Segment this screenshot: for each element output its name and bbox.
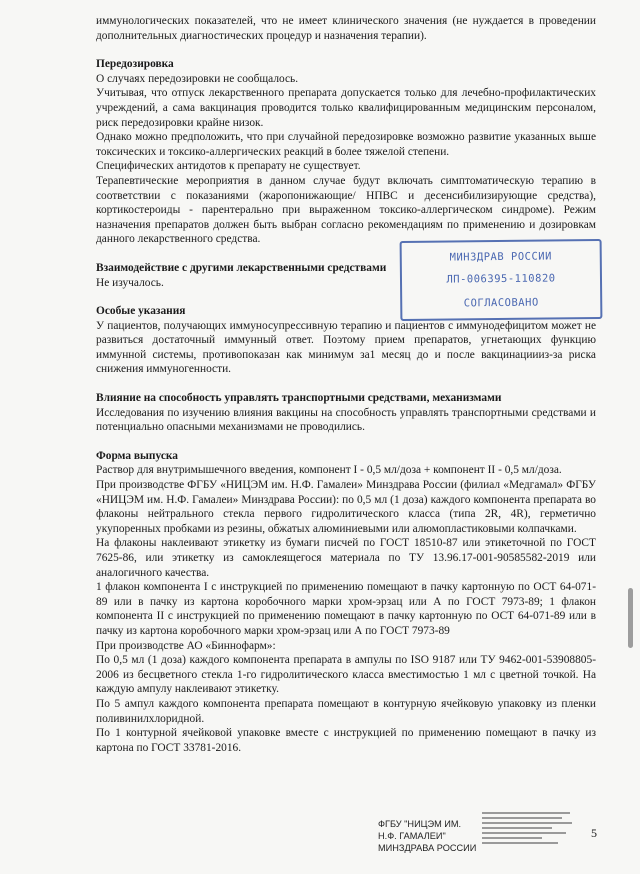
paragraph: При производстве АО «Биннофарм»: bbox=[96, 639, 276, 652]
section-heading-release-form: Форма выпуска bbox=[96, 449, 178, 462]
signature-block bbox=[482, 812, 574, 864]
paragraph: Не изучалось. bbox=[96, 276, 164, 289]
footer-organization-stamp bbox=[378, 818, 476, 854]
paragraph: При производстве ФГБУ «НИЦЭМ им. Н.Ф. Гамалеи» Минздрава России (филиал «Медгамал» ФГБУ «НИЦЭМ им. Н.Ф. Гамалеи» Минздрава России): по 0,5 мл (1 доза) каждого компонента препарата во флаконы нейтрального стекла первого гидролитического класса (типа 2R, 4R), герметично укупоренных пробками из резины, обжатых алюминиевыми или алюмопластиковыми колпачками. bbox=[96, 479, 596, 535]
paragraph: 1 флакон компонента I с инструкцией по применению помещают в пачку картонную по ОСТ 64-071-89 или в пачку из картона коробочного марки хром-эрзац или А по ГОСТ 7973-89; 1 флакон компонента II с инструкцией по применению помещают в пачку картонную по ОСТ 64-071-89 или в пачку из картона коробочного марки хром-эрзац или А по ГОСТ 7973-89 bbox=[96, 581, 596, 637]
paragraph: О случаях передозировки не сообщалось. bbox=[96, 72, 299, 85]
stamp-approved: СОГЛАСОВАНО bbox=[463, 296, 539, 310]
paragraph: По 5 ампул каждого компонента препарата помещают в контурную ячейковую упаковку из пленки поливинилхлоридной. bbox=[96, 697, 596, 725]
footer-stamp-line: ФГБУ "НИЦЭМ ИМ. bbox=[378, 819, 462, 829]
section-heading-driving: Влияние на способность управлять транспортными средствами, механизмами bbox=[96, 392, 502, 405]
paragraph: Учитывая, что отпуск лекарственного препарата допускается только для лечебно-профилактических учреждений, а сама вакцинация проводится только квалифицированным медицинским персоналом, риск передозировки крайне низок. bbox=[96, 87, 596, 129]
intro-paragraph: иммунологических показателей, что не имеет клинического значения (не нуждается в проведении дополнительных диагностических процедур и назначения терапии). bbox=[96, 15, 596, 42]
scrollbar-thumb[interactable] bbox=[628, 588, 633, 648]
approval-stamp bbox=[400, 239, 603, 321]
section-heading-special-instructions: Особые указания bbox=[96, 305, 186, 318]
paragraph: Раствор для внутримышечного введения, компонент I - 0,5 мл/доза + компонент II - 0,5 мл/доза. bbox=[96, 464, 562, 477]
paragraph: У пациентов, получающих иммуносупрессивную терапию и пациентов с иммунодефицитом может не развиться достаточный иммунный ответ. Поэтому прием препаратов, угнетающих функцию иммунной системы, противопоказан как минимум за1 месяц до и после вакцинациииз-за риска снижения иммуногенности. bbox=[96, 319, 596, 376]
paragraph: Терапевтические мероприятия в данном случае будут включать симптоматическую терапию в соответствии с показаниями (жаропонижающие/ НПВС и десенсибилизирующие средства), кортикостероиды - парентерально при выраженном токсико-аллергическом синдроме). Режим назначения препаратов должен быть выбран согласно рекомендациям по применению и дозировкам данного лекарственного средства. bbox=[96, 174, 596, 246]
paragraph: Исследования по изучению влияния вакцины на способность управлять транспортными средствами и потенциально опасными механизмами не проводились. bbox=[96, 406, 596, 434]
paragraph: На флаконы наклеивают этикетку из бумаги писчей по ГОСТ 18510-87 или этикеточной по ГОСТ 7625-86, или этикетку из самоклеящегося материала по ТУ 13.96.17-001-90585582-2019 или аналогичного качества. bbox=[96, 537, 596, 579]
footer-stamp-line: МИНЗДРАВА РОССИИ bbox=[378, 843, 477, 853]
stamp-registration-number: ЛП-006395-110820 bbox=[446, 272, 556, 286]
document-body bbox=[96, 14, 596, 755]
section-heading-overdose: Передозировка bbox=[96, 58, 174, 71]
page-number: 5 bbox=[591, 826, 597, 840]
paragraph: По 0,5 мл (1 доза) каждого компонента препарата в ампулы по ISO 9187 или ТУ 9462-001-53908805-2006 из бесцветного стекла 1-го гидролитического класса вместимостью 1 мл с цветной точкой. На каждую ампулу наклеивают этикетку. bbox=[96, 654, 596, 696]
footer-stamp-line: Н.Ф. ГАМАЛЕИ" bbox=[378, 831, 446, 841]
paragraph: Специфических антидотов к препарату не существует. bbox=[96, 160, 361, 173]
paragraph: По 1 контурной ячейковой упаковке вместе с инструкцией по применению помещают в пачку из картона по ГОСТ 33781-2016. bbox=[96, 727, 596, 754]
stamp-ministry: МИНЗДРАВ РОССИИ bbox=[449, 250, 552, 264]
section-heading-interactions: Взаимодействие с другими лекарственными средствами bbox=[96, 261, 387, 274]
paragraph: Однако можно предположить, что при случайной передозировке возможно развитие указанных выше токсических и токсико-аллергических реакций в более тяжелой степени. bbox=[96, 131, 596, 158]
